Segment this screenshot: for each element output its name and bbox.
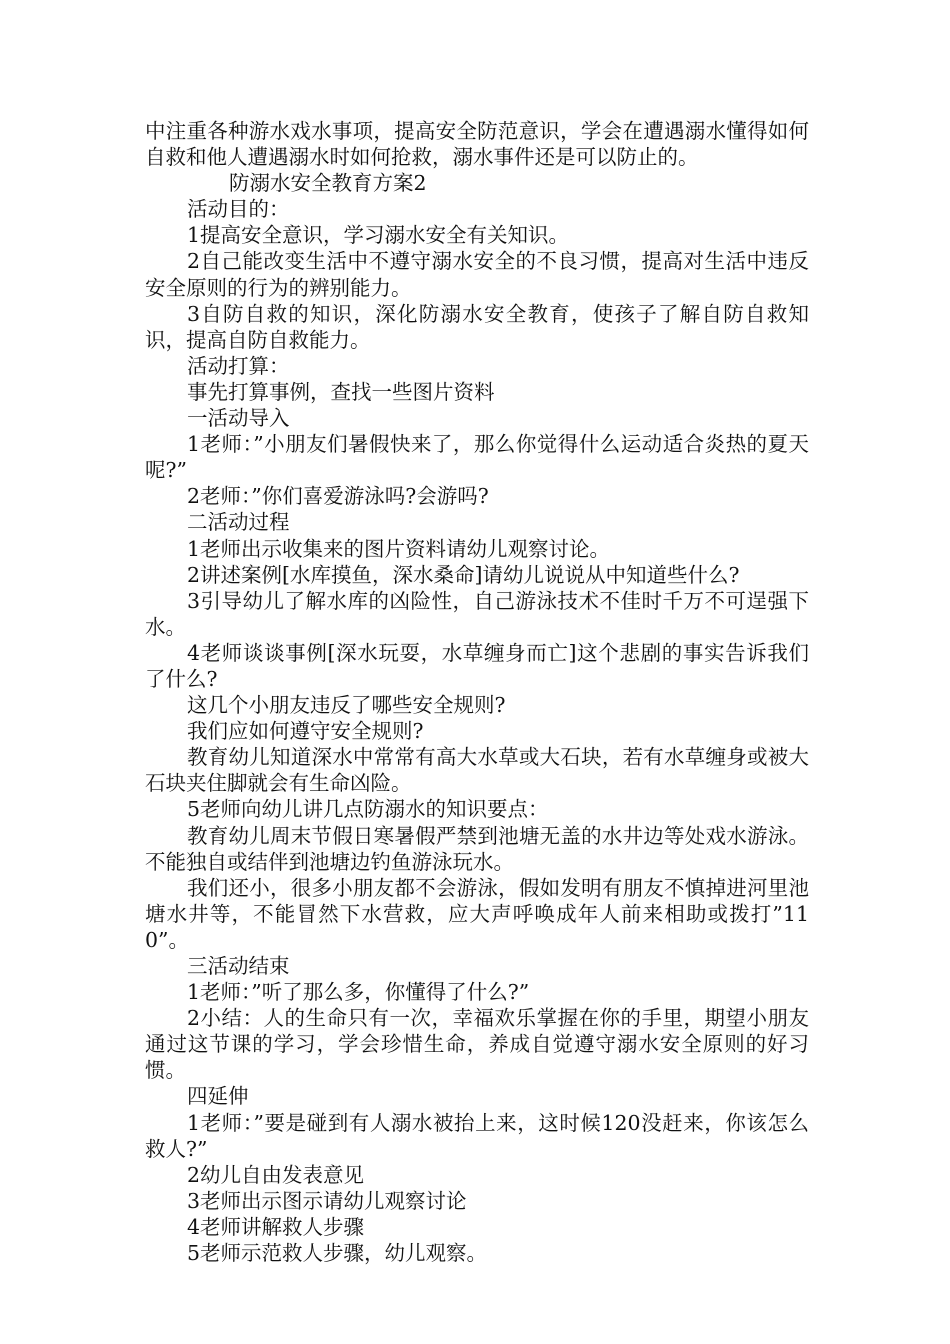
process-item-3: 3引导幼儿了解水库的凶险性，自己游泳技术不佳时千万不可逞强下水。 [145, 588, 809, 639]
process-item-1: 1老师出示收集来的图片资料请幼儿观察讨论。 [187, 536, 611, 561]
intro-item-2: 2老师：”你们喜爱游泳吗?会游吗? [187, 484, 489, 509]
section-title: 防溺水安全教育方案2 [229, 171, 427, 196]
process-education-2: 教育幼儿周末节假日寒暑假严禁到池塘无盖的水井边等处戏水游泳。不能独自或结伴到池塘边钓鱼游泳玩水。 [145, 823, 809, 874]
ending-item-1: 1老师：”听了那么多，你懂得了什么?” [187, 980, 530, 1005]
heading-ending: 三活动结束 [187, 954, 290, 978]
process-education-3: 我们还小，很多小朋友都不会游泳，假如发明有朋友不慎掉进河里池塘水井等，不能冒然下水营救，应大声呼唤成年人前来相助或拨打”110”。 [145, 875, 809, 952]
ending-item-2: 2小结：人的生命只有一次，幸福欢乐掌握在你的手里，期望小朋友通过这节课的学习，学会珍惜生命，养成自觉遵守溺水安全原则的好习惯。 [145, 1006, 809, 1083]
goal-item-2: 2自己能改变生活中不遵守溺水安全的不良习惯，提高对生活中违反安全原则的行为的辨别能力。 [145, 249, 809, 300]
process-item-5: 5老师向幼儿讲几点防溺水的知识要点： [187, 797, 549, 822]
paragraph-intro: 中注重各种游水戏水事项，提高安全防范意识，学会在遭遇溺水懂得如何自救和他人遭遇溺水时如何抢救，溺水事件还是可以防止的。 [145, 119, 809, 170]
heading-intro-activity: 一活动导入 [187, 406, 290, 431]
heading-process: 二活动过程 [187, 510, 290, 535]
process-question-1: 这几个小朋友违反了哪些安全规则? [187, 693, 506, 718]
document-page [145, 118, 809, 1266]
process-item-4: 4老师谈谈事例[深水玩耍，水草缠身而亡]这个悲剧的事实告诉我们了什么? [145, 640, 809, 691]
intro-item-1: 1老师：”小朋友们暑假快来了，那么你觉得什么运动适合炎热的夏天呢?” [145, 432, 809, 483]
extension-item-4: 4老师讲解救人步骤 [187, 1214, 365, 1239]
process-education-1: 教育幼儿知道深水中常常有高大水草或大石块，若有水草缠身或被大石块夹住脚就会有生命凶险。 [145, 745, 809, 796]
process-item-2: 2讲述案例[水库摸鱼，深水桑命]请幼儿说说从中知道些什么? [187, 562, 740, 587]
extension-item-1: 1老师：”要是碰到有人溺水被抬上来，这时候120没赶来，你该怎么救人?” [145, 1110, 809, 1161]
goal-item-1: 1提高安全意识，学习溺水安全有关知识。 [187, 223, 570, 248]
preparation-text: 事先打算事例，查找一些图片资料 [187, 379, 495, 404]
process-question-2: 我们应如何遵守安全规则? [187, 719, 424, 744]
extension-item-3: 3老师出示图示请幼儿观察讨论 [187, 1188, 467, 1213]
heading-preparation: 活动打算： [187, 353, 290, 378]
extension-item-5: 5老师示范救人步骤，幼儿观察。 [187, 1241, 488, 1266]
extension-item-2: 2幼儿自由发表意见 [187, 1162, 365, 1187]
heading-extension: 四延伸 [187, 1084, 249, 1109]
goal-item-3: 3自防自救的知识，深化防溺水安全教育，使孩子了解自防自救知识，提高自防自救能力。 [145, 301, 809, 352]
heading-goals: 活动目的： [187, 197, 290, 222]
